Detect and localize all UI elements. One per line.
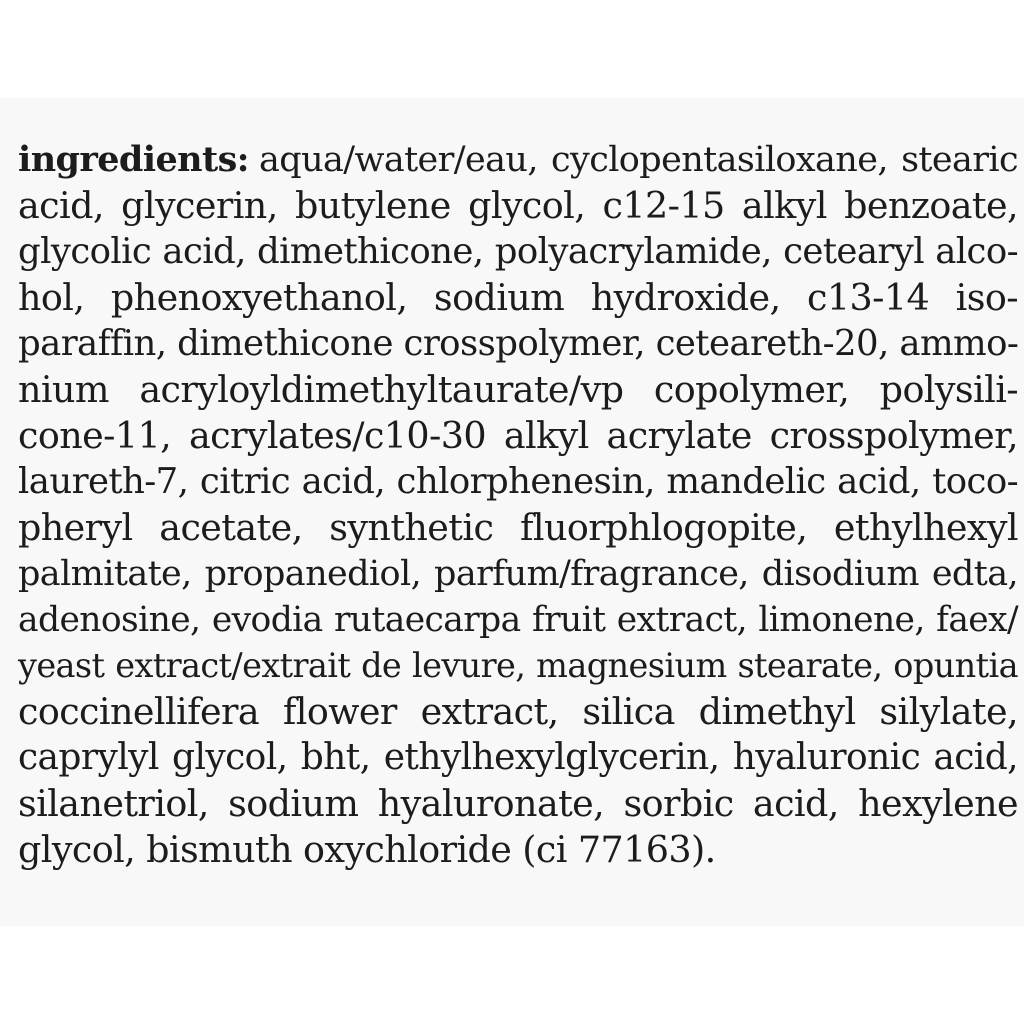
ingredients-line-text: laureth-7, citric acid, chlorphenesin, mandelic acid, toco- <box>18 461 1018 502</box>
ingredients-line <box>18 551 1018 597</box>
ingredients-heading: ingredients: <box>18 139 249 180</box>
ingredients-line <box>18 827 1018 873</box>
ingredients-line <box>18 183 1018 229</box>
ingredients-line <box>18 321 1018 367</box>
ingredients-line-text: silanetriol, sodium hyaluronate, sorbic acid, hexylene <box>18 782 1018 825</box>
ingredients-line-text: cone-11, acrylates/c10-30 alkyl acrylate crosspolymer, <box>18 414 1018 457</box>
ingredients-line <box>18 597 1018 643</box>
ingredients-line <box>18 689 1018 735</box>
ingredients-line <box>18 367 1018 413</box>
ingredients-line <box>18 781 1018 827</box>
ingredients-line-text: coccinellifera flower extract, silica dimethyl silylate, <box>18 690 1018 733</box>
ingredients-line-text: paraffin, dimethicone crosspolymer, ceteareth-20, ammo- <box>18 323 1019 364</box>
ingredients-line-text: nium acryloyldimethyltaurate/vp copolymer, polysili- <box>18 368 1018 411</box>
ingredients-line-text: aqua/water/eau, cyclopentasiloxane, stearic <box>259 140 1018 180</box>
ingredients-line-text: palmitate, propanediol, parfum/fragrance, disodium edta, <box>18 554 1018 594</box>
ingredients-line <box>18 505 1018 551</box>
ingredients-line <box>18 137 1018 183</box>
ingredients-line-text: hol, phenoxyethanol, sodium hydroxide, c13-14 iso- <box>18 276 1018 319</box>
ingredients-line <box>18 735 1018 781</box>
ingredients-line-text: pheryl acetate, synthetic fluorphlogopite, ethylhexyl <box>18 506 1018 549</box>
ingredients-line <box>18 413 1018 459</box>
ingredients-line-text: caprylyl glycol, bht, ethylhexylglycerin, hyaluronic acid, <box>18 737 1018 778</box>
ingredients-line-text: glycol, bismuth oxychloride (ci 77163). <box>18 828 716 871</box>
ingredients-line-text: yeast extract/extrait de levure, magnesium stearate, opuntia <box>18 646 1018 685</box>
ingredients-line-text: adenosine, evodia rutaecarpa fruit extract, limonene, faex/ <box>18 600 1018 640</box>
ingredients-line <box>18 643 1018 689</box>
ingredients-text <box>18 137 1018 873</box>
ingredients-line-text: glycolic acid, dimethicone, polyacrylamide, cetearyl alco- <box>18 231 1018 272</box>
ingredients-line-text: acid, glycerin, butylene glycol, c12-15 alkyl benzoate, <box>18 184 1018 227</box>
ingredients-line <box>18 275 1018 321</box>
ingredients-line <box>18 459 1018 505</box>
ingredients-line <box>18 229 1018 275</box>
